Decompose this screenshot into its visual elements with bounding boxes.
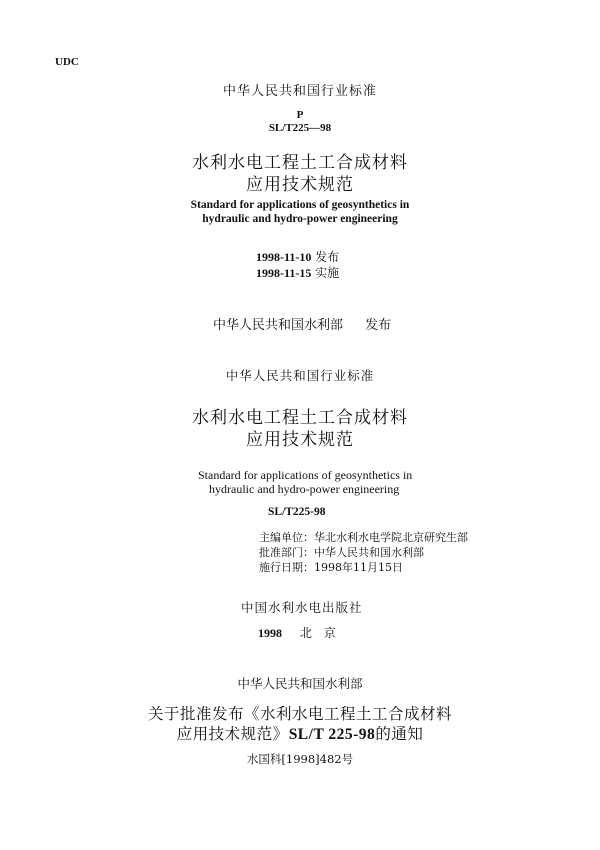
press-year-city (258, 624, 336, 641)
meta-value: 1998年11月15日 (314, 561, 403, 574)
meta-row-approver (259, 545, 468, 560)
cover-effective-row (256, 264, 339, 281)
notice-title-line1: 关于批准发布《水利水电工程土工合成材料 (147, 705, 452, 723)
cover-publisher-action: 发布 (365, 318, 392, 333)
cover-title-en-line2: hydraulic and hydro-power engineering (202, 213, 398, 225)
effective-label: 实施 (315, 266, 340, 280)
press-name: 中国水利水电出版社 (241, 600, 363, 615)
title-page-title-cn-line1: 水利水电工程土工合成材料 (192, 408, 408, 428)
cover-publisher: 中华人民共和国水利部 (213, 318, 344, 333)
meta-row-editor (259, 530, 468, 545)
meta-label: 批准部门： (259, 546, 314, 559)
notice-title-code: SL/T 225-98 (288, 726, 376, 743)
title-page-industry-standard: 中华人民共和国行业标准 (225, 368, 375, 383)
notice-title-suffix: 的通知 (375, 725, 424, 743)
notice-title-prefix: 应用技术规范》 (176, 725, 289, 743)
meta-value: 中华人民共和国水利部 (314, 546, 424, 559)
title-page-standard-code: SL/T225-98 (268, 506, 326, 518)
meta-label: 主编单位： (259, 531, 314, 544)
press-year: 1998 (258, 626, 282, 640)
cover-title-en-line1: Standard for applications of geosynthetics in (190, 199, 410, 211)
notice-issuer: 中华人民共和国水利部 (237, 676, 363, 691)
effective-date: 1998-11-15 (256, 266, 312, 280)
title-page-title-en-line1: Standard for applications of geosynthetics in (198, 468, 413, 482)
cover-title-cn-line1: 水利水电工程土工合成材料 (192, 153, 408, 173)
issue-date: 1998-11-10 (256, 250, 312, 264)
meta-row-effective (259, 560, 468, 575)
cover-title-cn-line2: 应用技术规范 (246, 175, 354, 195)
cover-category-code: P (296, 109, 304, 121)
title-page-title-en-line2: hydraulic and hydro-power engineering (209, 482, 400, 496)
cover-industry-standard: 中华人民共和国行业标准 (222, 84, 377, 99)
notice-title-line2 (0, 722, 600, 744)
title-page-title-cn-line2: 应用技术规范 (246, 430, 354, 450)
title-page-meta (259, 530, 468, 575)
meta-label: 施行日期： (259, 561, 314, 574)
notice-doc-number: 水国科[1998]482号 (246, 752, 354, 766)
cover-publisher-row (213, 314, 391, 333)
cover-issue-row (256, 248, 339, 265)
udc-label: UDC (55, 56, 79, 68)
press-city: 北 京 (299, 626, 336, 640)
issue-label: 发布 (315, 250, 340, 264)
meta-value: 华北水利水电学院北京研究生部 (314, 531, 468, 544)
cover-standard-code: SL/T225—98 (268, 122, 332, 134)
